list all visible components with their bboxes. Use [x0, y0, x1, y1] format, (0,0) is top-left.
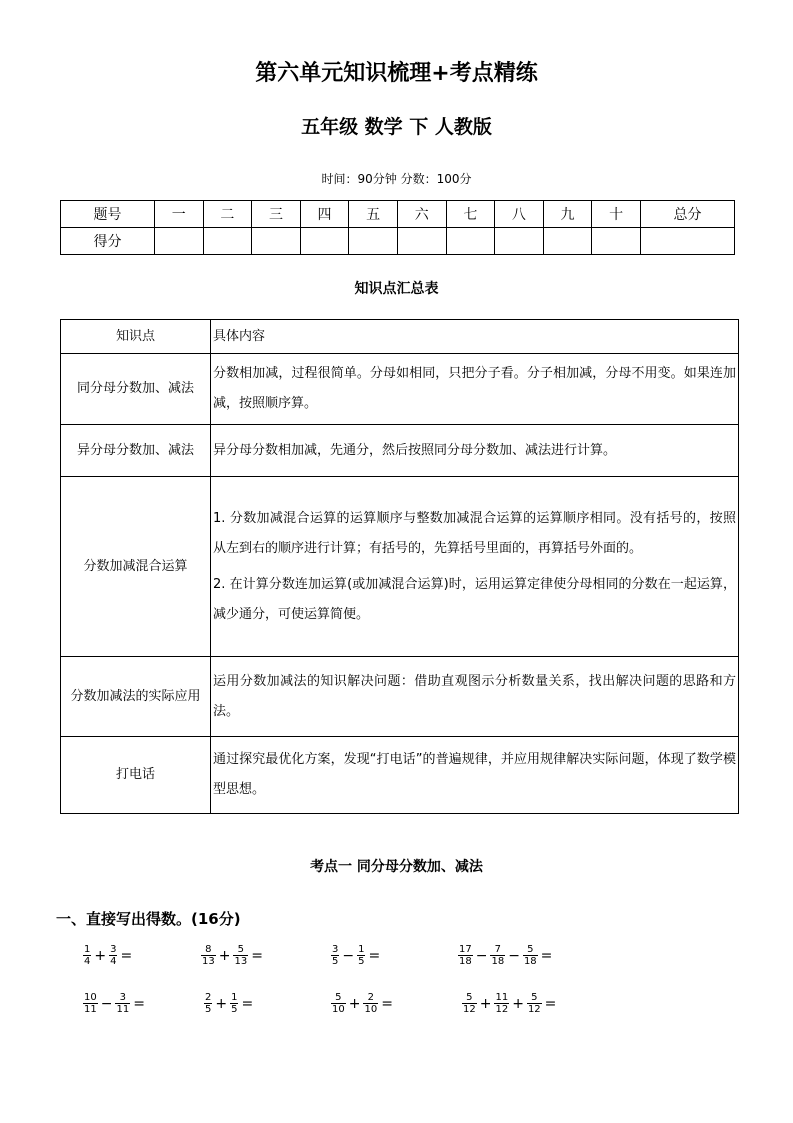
- score-cell: 四: [300, 201, 349, 228]
- fraction: [490, 944, 505, 967]
- operator: +: [348, 995, 361, 1012]
- fraction: [357, 944, 365, 967]
- score-input-cell[interactable]: [203, 228, 252, 255]
- equals-sign: =: [544, 995, 557, 1012]
- numerator: 5: [335, 992, 342, 1003]
- numerator: 3: [110, 944, 117, 955]
- score-input-cell[interactable]: [300, 228, 349, 255]
- denominator: 18: [523, 956, 537, 967]
- math-expression: [82, 992, 147, 1015]
- knowledge-table-header: [61, 320, 739, 354]
- numerator: 2: [205, 992, 212, 1003]
- score-input-cell[interactable]: [154, 228, 203, 255]
- operator: +: [512, 995, 524, 1012]
- numerator: 5: [237, 944, 245, 955]
- fraction: [363, 992, 378, 1015]
- math-expression: [457, 944, 554, 967]
- content-paragraph: 运用分数加减法的知识解决问题：借助直观图示分析数量关系，找出解决问题的思路和方法。: [213, 673, 736, 719]
- knowledge-row: [61, 737, 739, 814]
- denominator: 12: [527, 1004, 541, 1015]
- knowledge-row: [61, 354, 739, 425]
- numerator: 2: [367, 992, 375, 1003]
- equals-sign: =: [120, 947, 133, 964]
- knowledge-table: [60, 319, 739, 814]
- operator: +: [94, 947, 107, 964]
- score-input-cell[interactable]: [592, 228, 641, 255]
- fraction: [233, 944, 248, 967]
- math-expression: [200, 944, 265, 967]
- score-input-cell[interactable]: [446, 228, 495, 255]
- math-expression: [330, 992, 395, 1015]
- fraction: [83, 992, 98, 1015]
- knowledge-row: [61, 425, 739, 477]
- numerator: 5: [527, 944, 534, 955]
- knowledge-content: [211, 477, 739, 657]
- numerator: 8: [205, 944, 212, 955]
- knowledge-row: [61, 477, 739, 657]
- math-expression: [82, 944, 134, 967]
- header-topic: 知识点: [61, 320, 211, 354]
- exam-meta: 时间：90分钟 分数：100分: [321, 172, 472, 186]
- score-input-cell[interactable]: [349, 228, 398, 255]
- fraction: [230, 992, 238, 1015]
- denominator: 4: [110, 956, 117, 967]
- score-cell: 八: [495, 201, 544, 228]
- fraction: [204, 992, 212, 1015]
- score-table-score-row: [61, 228, 735, 255]
- denominator: 11: [84, 1004, 97, 1015]
- fraction: [523, 944, 538, 967]
- denominator: 18: [459, 956, 472, 967]
- score-cell: 一: [154, 201, 203, 228]
- math-expression: [461, 992, 558, 1015]
- score-cell: 总分: [640, 201, 734, 228]
- numerator: 1: [231, 992, 238, 1003]
- operator: −: [342, 947, 355, 964]
- denominator: 13: [234, 956, 248, 967]
- operator: −: [100, 995, 113, 1012]
- denominator: 5: [205, 1004, 212, 1015]
- score-table-header-row: [61, 201, 735, 228]
- fraction: [527, 992, 542, 1015]
- content-paragraph: 分数相加减，过程很简单。分母如相同，只把分子看。分子相加减，分母不用变。如果连加减，按照顺序算。: [213, 366, 736, 411]
- numerator: 11: [495, 992, 509, 1003]
- numerator: 7: [494, 944, 502, 955]
- score-cell: 七: [446, 201, 495, 228]
- fraction: [458, 944, 473, 967]
- numerator: 1: [84, 944, 91, 955]
- denominator: 10: [332, 1004, 345, 1015]
- score-input-cell[interactable]: [252, 228, 301, 255]
- score-cell: 三: [252, 201, 301, 228]
- knowledge-content: [211, 657, 739, 737]
- equals-sign: =: [241, 995, 254, 1012]
- operator: +: [479, 995, 492, 1012]
- equals-sign: =: [133, 995, 145, 1012]
- denominator: 18: [491, 956, 505, 967]
- equals-sign: =: [381, 995, 393, 1012]
- summary-title: 知识点汇总表: [354, 281, 439, 297]
- score-cell: 十: [592, 201, 641, 228]
- knowledge-row: [61, 657, 739, 737]
- math-expression: [330, 944, 382, 967]
- knowledge-topic: 异分母分数加、减法: [61, 425, 211, 477]
- knowledge-content: [211, 354, 739, 425]
- score-cell: 五: [349, 201, 398, 228]
- page-title: 第六单元知识梳理+考点精练: [255, 61, 538, 86]
- numerator: 5: [466, 992, 473, 1003]
- score-cell: 题号: [61, 201, 155, 228]
- knowledge-topic: 分数加减法的实际应用: [61, 657, 211, 737]
- header-content: 具体内容: [211, 320, 739, 354]
- equals-sign: =: [251, 947, 263, 964]
- score-cell: 六: [397, 201, 446, 228]
- denominator: 4: [84, 956, 91, 967]
- denominator: 5: [231, 1004, 238, 1015]
- numerator: 5: [531, 992, 538, 1003]
- fraction: [109, 944, 117, 967]
- content-paragraph: 通过探究最优化方案，发现“打电话”的普遍规律，并应用规律解决实际问题，体现了数学模型思想。: [213, 752, 736, 797]
- fraction: [331, 944, 339, 967]
- numerator: 17: [459, 944, 472, 955]
- operator: +: [218, 947, 231, 964]
- section-title: 考点一 同分母分数加、减法: [310, 859, 483, 875]
- operator: +: [215, 995, 228, 1012]
- numerator: 1: [358, 944, 365, 955]
- question-title: 一、直接写出得数。(16分): [56, 910, 241, 928]
- denominator: 12: [495, 1004, 509, 1015]
- score-cell: 九: [543, 201, 592, 228]
- numerator: 3: [119, 992, 127, 1003]
- numerator: 10: [84, 992, 97, 1003]
- denominator: 5: [332, 956, 339, 967]
- content-paragraph: 异分母分数相加减，先通分，然后按照同分母分数加、减法进行计算。: [213, 442, 617, 458]
- denominator: 5: [358, 956, 365, 967]
- page-subtitle: 五年级 数学 下 人教版: [301, 116, 492, 138]
- equals-sign: =: [540, 947, 553, 964]
- score-row-label: 得分: [61, 228, 155, 255]
- knowledge-topic: 同分母分数加、减法: [61, 354, 211, 425]
- denominator: 13: [202, 956, 215, 967]
- fraction: [494, 992, 509, 1015]
- score-input-cell[interactable]: [495, 228, 544, 255]
- fraction: [331, 992, 346, 1015]
- denominator: 11: [116, 1004, 130, 1015]
- denominator: 12: [463, 1004, 476, 1015]
- operator: −: [508, 947, 520, 964]
- knowledge-content: [211, 425, 739, 477]
- equals-sign: =: [368, 947, 381, 964]
- score-cell: 二: [203, 201, 252, 228]
- knowledge-topic: 分数加减混合运算: [61, 477, 211, 657]
- knowledge-topic: 打电话: [61, 737, 211, 814]
- content-paragraph: 2. 在计算分数连加运算(或加减混合运算)时，运用运算定律使分母相同的分数在一起运算，减少通分，可使运算简便。: [213, 576, 736, 622]
- fraction: [83, 944, 91, 967]
- content-paragraph: 1. 分数加减混合运算的运算顺序与整数加减混合运算的运算顺序相同。没有括号的，按照从左到右的顺序进行计算；有括号的，先算括号里面的，再算括号外面的。: [213, 510, 736, 556]
- score-input-cell[interactable]: [543, 228, 592, 255]
- score-input-cell[interactable]: [397, 228, 446, 255]
- fraction: [462, 992, 477, 1015]
- knowledge-content: [211, 737, 739, 814]
- numerator: 3: [332, 944, 339, 955]
- fraction: [201, 944, 216, 967]
- operator: −: [475, 947, 488, 964]
- score-input-cell[interactable]: [640, 228, 734, 255]
- score-table: [60, 200, 735, 255]
- denominator: 10: [364, 1004, 378, 1015]
- fraction: [115, 992, 130, 1015]
- math-expression: [203, 992, 255, 1015]
